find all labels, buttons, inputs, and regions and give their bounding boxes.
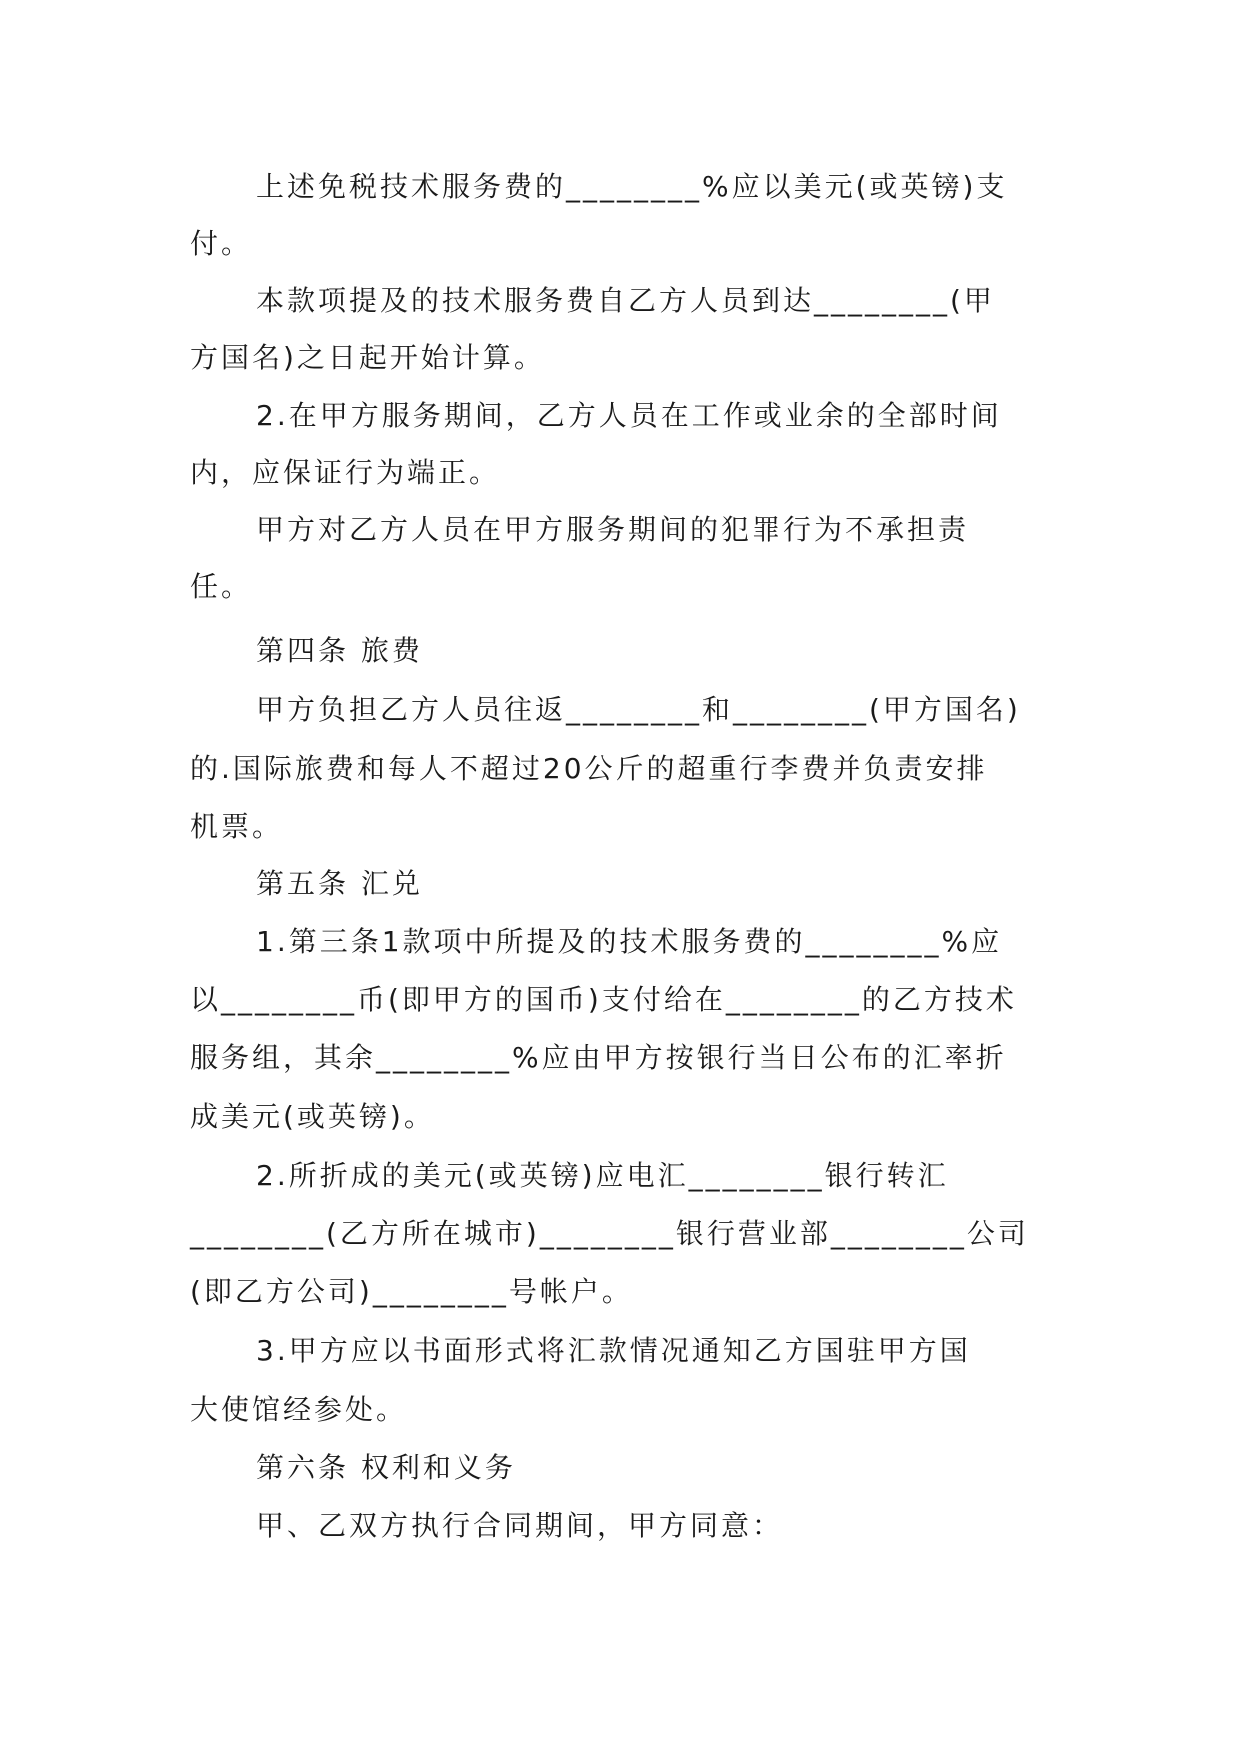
paragraph-line: 机票。: [190, 810, 284, 843]
paragraph-line: 内，应保证行为端正。: [190, 456, 501, 489]
paragraph-line: 1.第三条1款项中所提及的技术服务费的________%应: [256, 925, 1003, 958]
paragraph-line: 任。: [190, 570, 253, 603]
paragraph-line: 本款项提及的技术服务费自乙方人员到达________(甲: [256, 284, 995, 317]
paragraph-line: 2.所折成的美元(或英镑)应电汇________银行转汇: [256, 1159, 949, 1192]
paragraph-line: 方国名)之日起开始计算。: [190, 341, 545, 374]
paragraph-line: 的.国际旅费和每人不超过20公斤的超重行李费并负责安排: [190, 752, 988, 785]
section-heading: 第四条 旅费: [256, 634, 423, 667]
paragraph-line: 3.甲方应以书面形式将汇款情况通知乙方国驻甲方国: [256, 1334, 971, 1367]
section-heading: 第六条 权利和义务: [256, 1451, 516, 1484]
paragraph-line: (即乙方公司)________号帐户。: [190, 1275, 633, 1308]
paragraph-line: 甲、乙双方执行合同期间，甲方同意：: [256, 1509, 784, 1542]
paragraph-line: 2.在甲方服务期间，乙方人员在工作或业余的全部时间: [256, 399, 1002, 432]
paragraph-line: 大使馆经参处。: [190, 1393, 408, 1426]
paragraph-line: 上述免税技术服务费的________%应以美元(或英镑)支: [256, 170, 1008, 203]
paragraph-line: 服务组，其余________%应由甲方按银行当日公布的汇率折: [190, 1041, 1007, 1074]
section-heading: 第五条 汇兑: [256, 867, 423, 900]
paragraph-line: 付。: [190, 227, 253, 260]
paragraph-line: 甲方对乙方人员在甲方服务期间的犯罪行为不承担责: [256, 513, 970, 546]
paragraph-line: 以________币(即甲方的国币)支付给在________的乙方技术: [190, 983, 1017, 1016]
paragraph-line: 成美元(或英镑)。: [190, 1100, 435, 1133]
paragraph-line: 甲方负担乙方人员往返________和________(甲方国名): [256, 693, 1021, 726]
paragraph-line: ________(乙方所在城市)________银行营业部________公司: [190, 1217, 1029, 1250]
